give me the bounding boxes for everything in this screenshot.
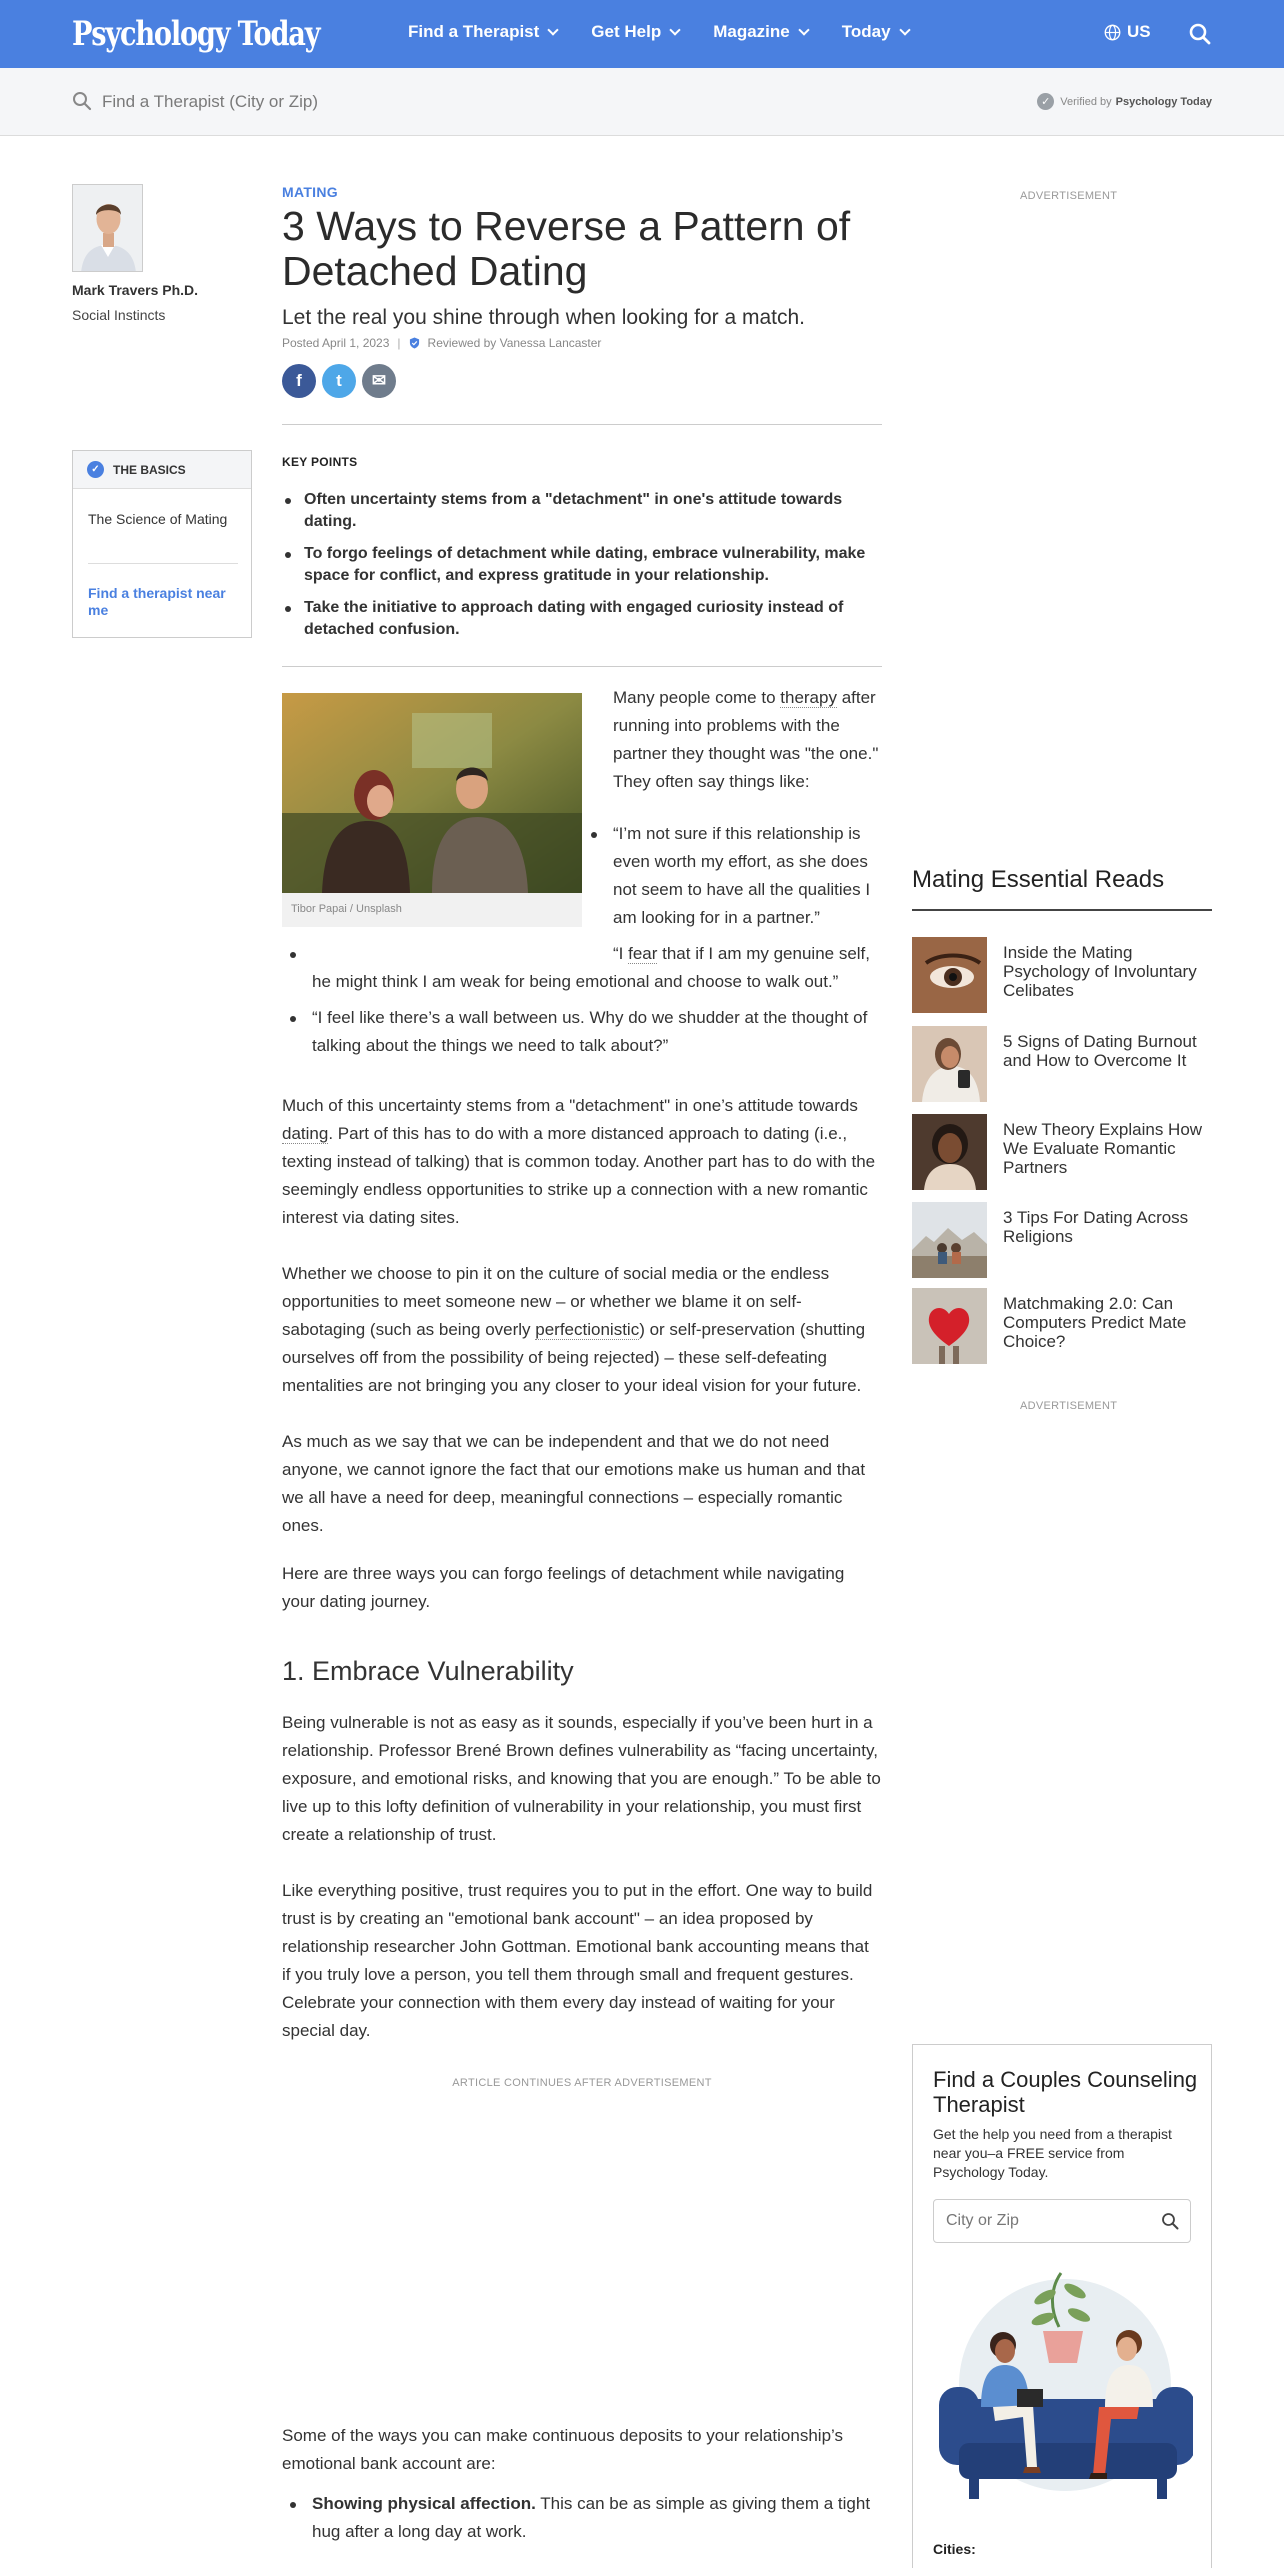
nav-today[interactable]: Today (842, 22, 909, 42)
author-avatar[interactable] (72, 184, 143, 272)
essential-read-thumbnail (912, 1114, 987, 1190)
therapy-link[interactable]: therapy (780, 688, 837, 707)
basics-header (73, 451, 251, 489)
article-title: 3 Ways to Reverse a Pattern of Detached Dating (282, 203, 851, 294)
paragraph: Here are three ways you can forgo feelings of detachment while navigating your dating journey. (282, 1564, 845, 1611)
couples-therapist-widget (912, 2044, 1212, 2568)
essential-read-title: 3 Tips For Dating Across Religions (1003, 1208, 1189, 1246)
essential-read-title: New Theory Explains How We Evaluate Romantic Partners (1003, 1120, 1203, 1177)
site-logo[interactable]: Psychology Today (72, 14, 320, 54)
chevron-down-icon (670, 24, 681, 35)
image-credit: Tibor Papai / Unsplash (291, 903, 402, 915)
quote-item: “I feel like there’s a wall between us. Why do we shudder at the thought of talking about the things we need to talk about?” (282, 1004, 882, 1060)
basics-title: THE BASICS (113, 462, 186, 477)
verified-brand: Psychology Today (1115, 95, 1212, 108)
couples-illustration (933, 2267, 1193, 2517)
twitter-icon: t (336, 371, 342, 390)
check-icon: ✓ (87, 461, 104, 478)
meta-separator: | (397, 336, 401, 350)
quotes-list (282, 1004, 882, 1060)
basics-link-science[interactable]: The Science of Mating (88, 511, 228, 527)
chevron-down-icon (899, 24, 910, 35)
paragraph: Like everything positive, trust requires you to put in the effort. One way to build trust is by creating an "emotional bank account" – an idea proposed by relationship researcher John Gottman. Emotional bank accounting means that if you truly love a person, you tell them through small and frequent gestures. Celebrate your connection with them every day instead of waiting for your special day. (282, 1881, 873, 2040)
chevron-down-icon (548, 24, 559, 35)
essential-read-thumbnail (912, 1202, 987, 1278)
shield-icon (409, 337, 420, 349)
paragraph: Being vulnerable is not as easy as it sounds, especially if you’ve been hurt in a relationship. Professor Brené Brown defines vulnerability as “facing uncertainty, exposure, and emotional risks, and knowing that you are enough.” To be able to live up to this lofty definition of vulnerability in your relationship, you must first create a relationship of trust. (282, 1713, 881, 1844)
email-share-button[interactable] (362, 364, 396, 398)
article-figure (282, 693, 582, 927)
dating-link[interactable]: dating (282, 1124, 329, 1143)
email-icon: ✉ (371, 371, 387, 390)
nav-find-therapist[interactable]: Find a Therapist (408, 22, 557, 42)
paragraph: Much of this uncertainty stems from a "detachment" in one’s attitude towards dating. Part of this has to do with a more distanced approach to dating (i.e., texting instead of talking) that is common today. Another part has to do with the seemingly endless opportunities to strike up a connection with a new romantic interest via dating sites. (282, 1096, 876, 1227)
nav-magazine[interactable]: Magazine (713, 22, 808, 42)
advertisement-label: ADVERTISEMENT (1020, 190, 1118, 202)
globe-icon (1104, 24, 1121, 41)
article (282, 184, 882, 398)
facebook-share-button[interactable] (282, 364, 316, 398)
advertisement-label: ADVERTISEMENT (1020, 1400, 1118, 1412)
basics-box (72, 450, 252, 638)
article-meta (282, 336, 882, 350)
quotes-list (282, 940, 882, 996)
divider (88, 563, 238, 564)
article-subtitle: Let the real you shine through when looking for a match. (282, 306, 805, 329)
perfectionistic-link[interactable]: perfectionistic (535, 1320, 640, 1339)
quote-item: “I’m not sure if this relationship is even worth my effort, as she does not seem to have all the qualities I am looking for in a partner.” (583, 820, 883, 932)
reviewer[interactable]: Reviewed by Vanessa Lancaster (427, 336, 602, 350)
couples-widget-title: Find a Couples Counseling Therapist (933, 2067, 1198, 2117)
article-continues-label: ARTICLE CONTINUES AFTER ADVERTISEMENT (452, 2077, 712, 2089)
couples-widget-description: Get the help you need from a therapist near you–a FREE service from Psychology Today. (933, 2126, 1172, 2180)
region-label: US (1127, 22, 1151, 41)
region-selector[interactable] (1104, 22, 1151, 42)
search-icon[interactable] (1161, 2212, 1179, 2230)
list-item: Showing physical affection. This can be as simple as giving them a tight hug after a long day at work. (282, 2490, 882, 2546)
divider (282, 666, 882, 667)
intro-paragraph: Many people come to therapy after running into problems with the partner they thought was "the one." They often say things like: (613, 688, 879, 791)
essential-read-title: 5 Signs of Dating Burnout and How to Overcome It (1003, 1032, 1197, 1070)
search-icon[interactable] (1188, 22, 1212, 46)
essential-read-item[interactable] (912, 1288, 1212, 1364)
article-category[interactable]: MATING (282, 184, 338, 200)
city-zip-input[interactable] (933, 2199, 1191, 2243)
article-body-after-ad (282, 2422, 882, 2546)
author-name[interactable]: Mark Travers Ph.D. (72, 282, 199, 298)
essential-read-title: Inside the Mating Psychology of Involuntary Celibates (1003, 943, 1197, 1000)
key-point: To forgo feelings of detachment while dating, embrace vulnerability, make space for conflict, and express gratitude in your relationship. (282, 543, 882, 587)
quotes-list (583, 820, 883, 932)
essential-read-item[interactable] (912, 1114, 1212, 1190)
paragraph: Some of the ways you can make continuous deposits to your relationship’s emotional bank account are: (282, 2426, 843, 2473)
share-buttons (282, 364, 882, 398)
verified-prefix: Verified by (1060, 95, 1112, 108)
basics-link-find-therapist[interactable]: Find a therapist near me (88, 585, 226, 618)
cities-label: Cities: (933, 2541, 976, 2557)
fear-link[interactable]: fear (628, 944, 658, 963)
article-image[interactable] (282, 693, 582, 893)
section-heading: 1. Embrace Vulnerability (282, 1656, 574, 1686)
essential-read-title: Matchmaking 2.0: Can Computers Predict Mate Choice? (1003, 1294, 1187, 1351)
quote-item: “I fear that if I am my genuine self, he might think I am weak for being emotional and choose to walk out.” (282, 940, 882, 996)
therapist-search-bar (0, 68, 1284, 136)
nav-menu (408, 22, 943, 42)
key-points-list (282, 489, 882, 641)
paragraph: Whether we choose to pin it on the culture of social media or the endless opportunities to meet someone new – or whether we blame it on self-sabotaging (such as being overly perfectionistic) or self-preservation (shutting ourselves off from the possibility of being rejected) – these self-defeating mentalities are not bringing you any closer to your ideal vision for your future. (282, 1264, 866, 1395)
chevron-down-icon (798, 24, 809, 35)
facebook-icon: f (296, 371, 302, 390)
therapist-search-input[interactable] (102, 88, 702, 116)
verified-badge (1037, 93, 1212, 110)
search-icon (72, 91, 92, 111)
key-points (282, 455, 882, 651)
essential-read-thumbnail (912, 937, 987, 1013)
paragraph: As much as we say that we can be independent and that we do not need anyone, we cannot ignore the fact that our emotions make us human and that we all have a need for deep, meaningful connections – especially romantic ones. (282, 1432, 866, 1535)
check-icon: ✓ (1037, 93, 1054, 110)
essential-read-thumbnail (912, 1026, 987, 1102)
key-point: Often uncertainty stems from a "detachment" in one's attitude towards dating. (282, 489, 882, 533)
twitter-share-button[interactable] (322, 364, 356, 398)
essential-reads-title: Mating Essential Reads (912, 866, 1165, 893)
nav-get-help[interactable]: Get Help (591, 22, 679, 42)
essential-read-item[interactable] (912, 1202, 1212, 1278)
key-point: Take the initiative to approach dating with engaged curiosity instead of detached confusion. (282, 597, 882, 641)
divider (282, 424, 882, 425)
posted-date: Posted April 1, 2023 (282, 336, 390, 350)
author-blog-name[interactable]: Social Instincts (72, 307, 166, 323)
essential-read-thumbnail (912, 1288, 987, 1364)
article-body-continued (282, 1092, 882, 2089)
essential-read-item[interactable] (912, 937, 1212, 1013)
top-nav (0, 0, 1284, 68)
essential-read-item[interactable] (912, 1026, 1212, 1102)
deposit-list (282, 2490, 882, 2546)
divider (912, 909, 1212, 911)
key-points-title: KEY POINTS (282, 455, 358, 469)
